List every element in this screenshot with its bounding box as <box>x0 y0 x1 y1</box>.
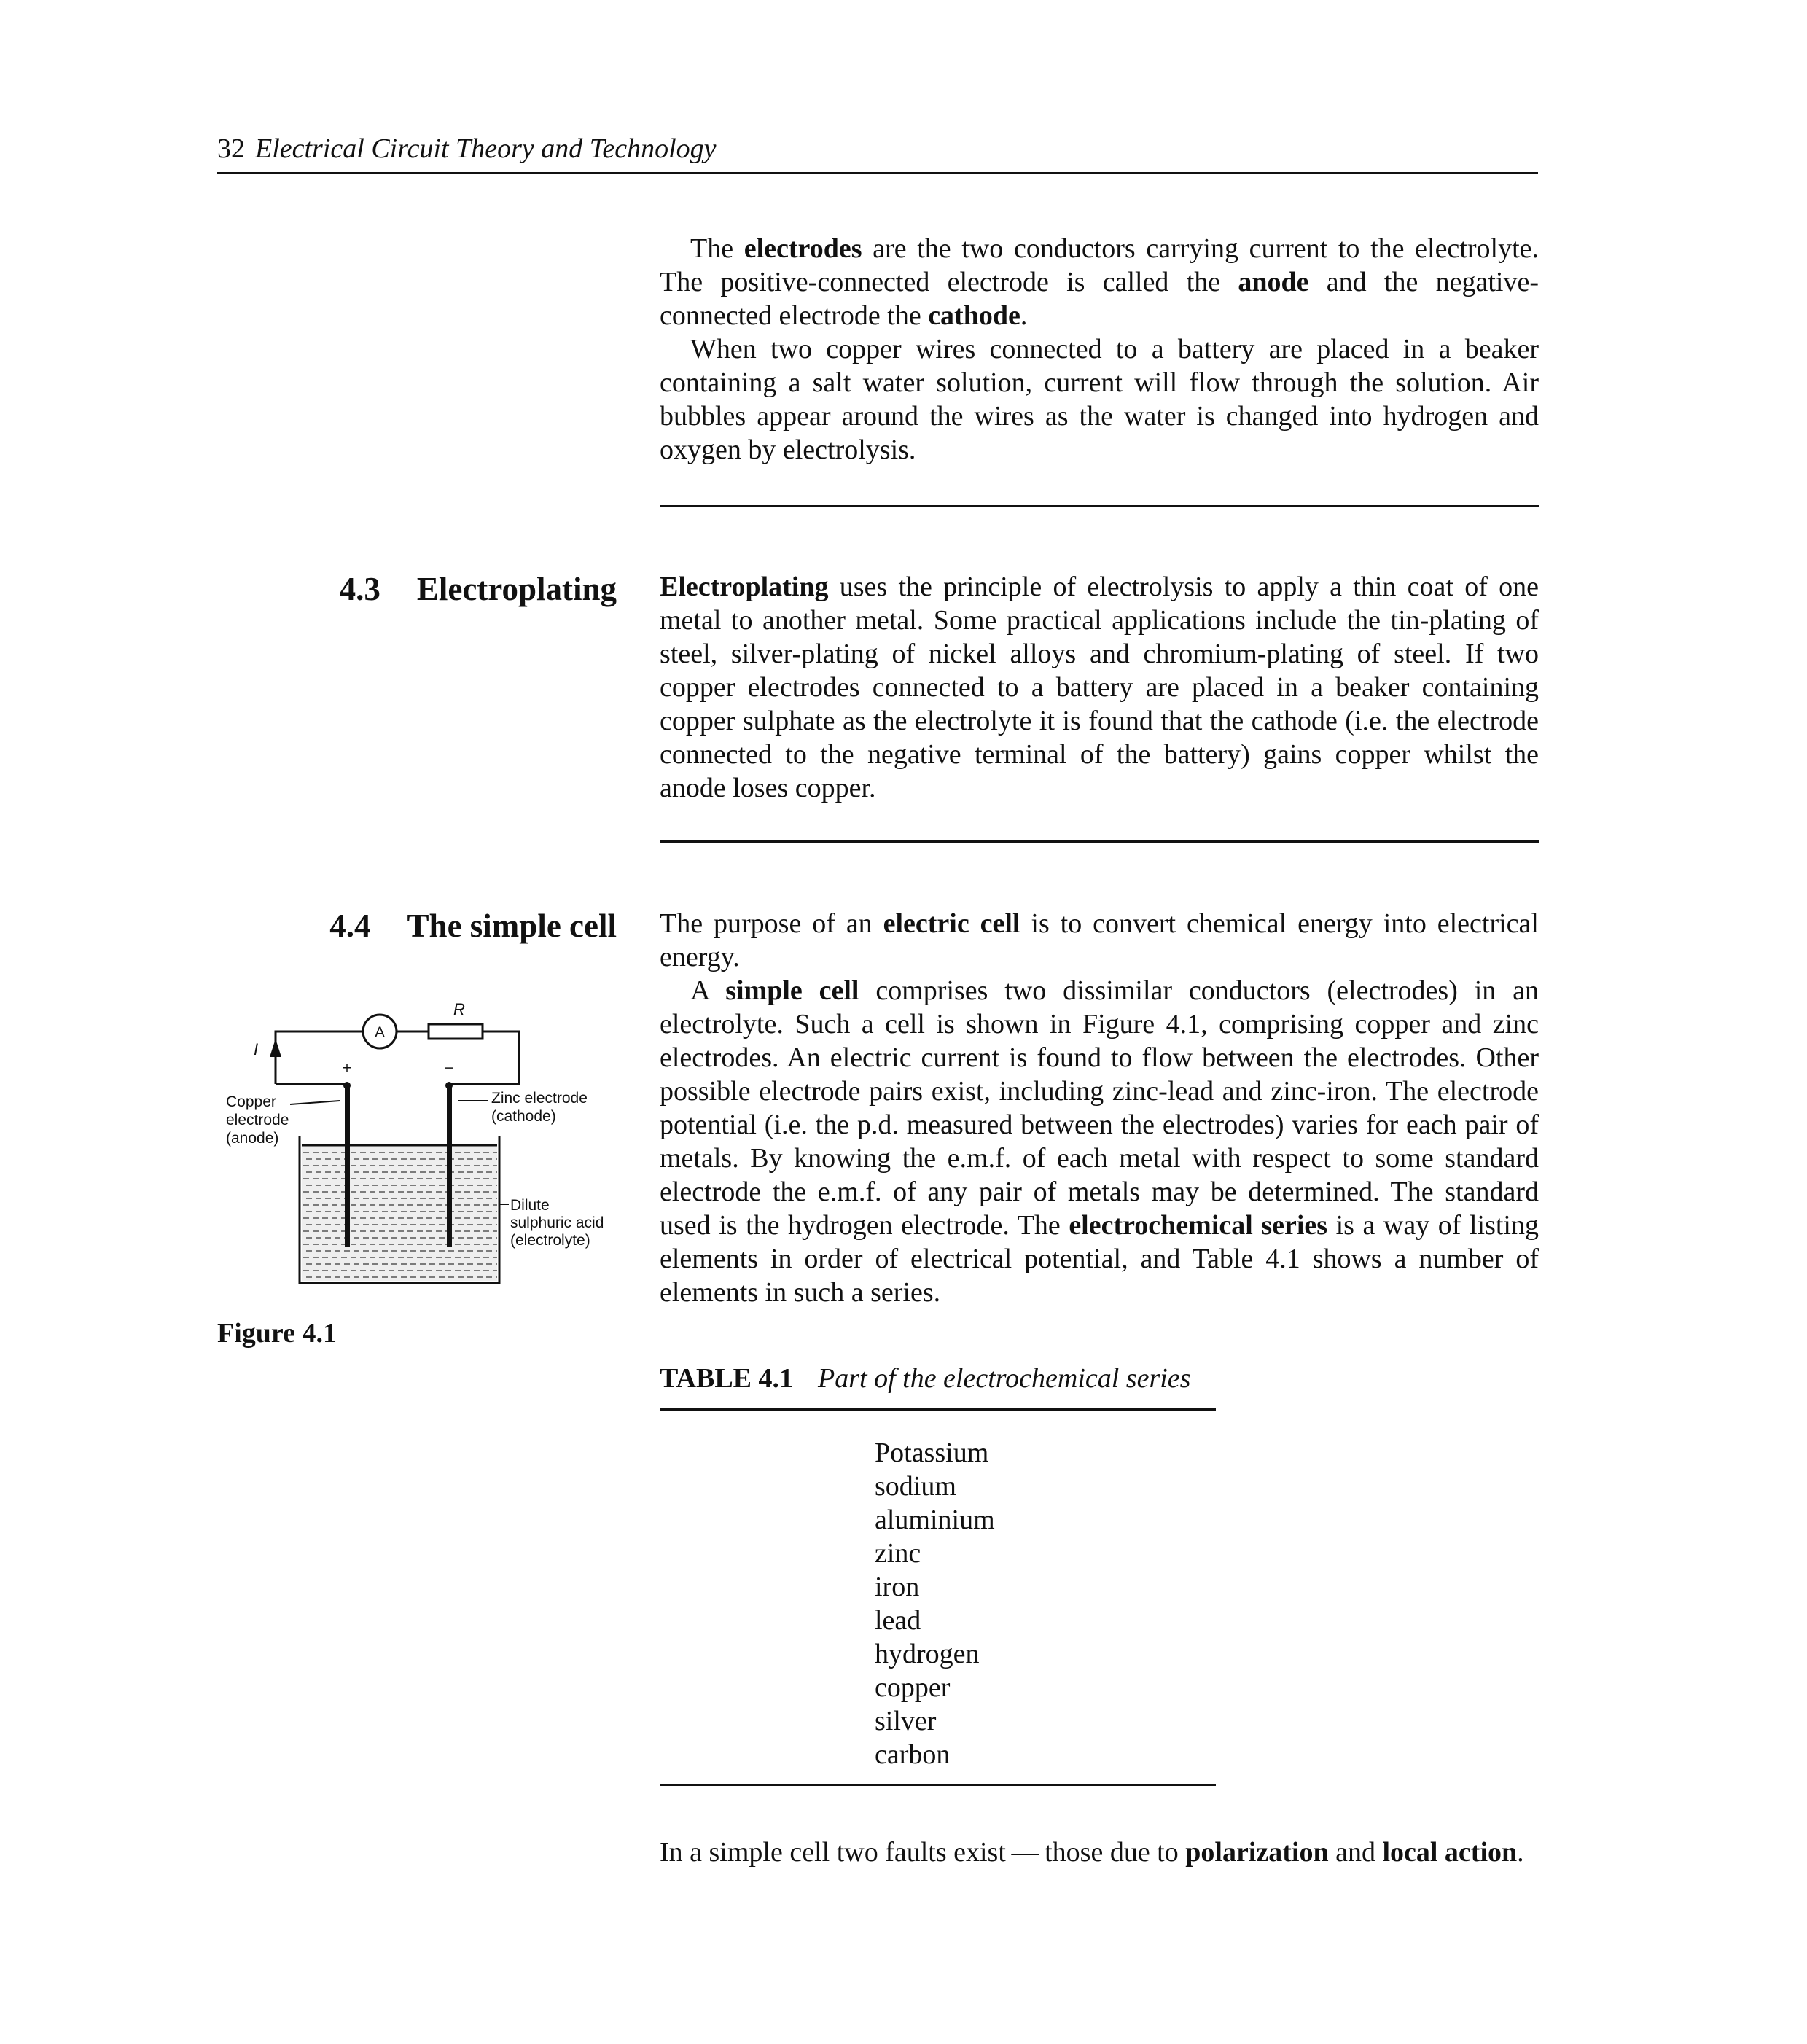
acid-label-line-1: Dilute <box>510 1197 550 1214</box>
simple-cell-text <box>660 907 1539 1309</box>
copper-leader-line <box>290 1101 340 1104</box>
list-item: hydrogen <box>875 1639 980 1669</box>
bold-term: polarization <box>1185 1837 1329 1868</box>
list-item: Potassium <box>875 1438 989 1468</box>
section-heading-4-3 <box>340 569 617 609</box>
resistor-label: R <box>453 1000 465 1018</box>
bold-term: electrodes <box>744 233 862 264</box>
running-header <box>217 128 1538 174</box>
current-arrow-icon <box>270 1039 281 1057</box>
bold-term: local action <box>1382 1837 1518 1868</box>
plus-sign: + <box>342 1060 352 1077</box>
intro-text <box>660 232 1539 467</box>
table-caption <box>660 1361 1190 1396</box>
table-label: TABLE 4.1 <box>660 1363 794 1394</box>
faults-text <box>660 1836 1539 1869</box>
bold-term: Electroplating <box>660 572 829 602</box>
electroplating-paragraph: Electroplating uses the principle of electrolysis to apply a thin coat of one metal to another metal. Some practical applications include the tin-plating of steel, silver-plating of nickel alloys and chromium-plating of steel. If two copper electrodes connected to a battery are placed in a beaker containing copper sulphate as the electrolyte it is found that the cathode (i.e. the electrode connected to the negative terminal of the battery) gains copper whilst the anode loses copper. <box>660 572 1539 803</box>
bold-term: electric cell <box>883 908 1020 939</box>
intro-paragraph-1: The electrodes are the two conductors carrying current to the electrolyte. The positive-connected electrode is called the anode and the negative-connected electrode the cathode. <box>660 233 1539 331</box>
copper-electrode <box>345 1085 350 1247</box>
table-title: Part of the electrochemical series <box>818 1363 1191 1394</box>
bold-term: simple cell <box>725 975 859 1006</box>
copper-label-line-3: (anode) <box>226 1130 279 1147</box>
list-item: carbon <box>875 1739 951 1770</box>
list-item: sodium <box>875 1471 956 1502</box>
list-item: silver <box>875 1706 937 1736</box>
section-title: The simple cell <box>407 908 617 944</box>
list-item: aluminium <box>875 1505 995 1535</box>
section-divider <box>660 840 1539 843</box>
list-item: lead <box>875 1605 921 1636</box>
table-top-rule <box>660 1408 1216 1411</box>
copper-label-line-1: Copper <box>226 1093 276 1110</box>
section-title: Electroplating <box>416 571 617 607</box>
page-number: 32 <box>217 133 245 164</box>
resistor-icon <box>429 1024 483 1039</box>
section-number: 4.3 <box>339 571 380 607</box>
list-item: copper <box>875 1672 951 1703</box>
copper-label-line-2: electrode <box>226 1112 289 1128</box>
ammeter-label: A <box>374 1024 386 1041</box>
figure-caption: Figure 4.1 <box>217 1318 337 1349</box>
section-divider <box>660 505 1539 507</box>
acid-label-line-2: sulphuric acid <box>510 1214 604 1231</box>
anode-lead <box>276 1084 347 1108</box>
zinc-label-line-1: Zinc electrode <box>491 1090 588 1107</box>
simple-cell-paragraph-2: A simple cell comprises two dissimilar conductors (electrodes) in an electrolyte. Such a cell is shown in Figure 4.1, comprising copper and zinc electrodes. An electric current is found to flow between the electrodes. Other possible electrode pairs exist, including zinc-lead and zinc-iron. The electrode potential (i.e. the p.d. measured between the electrodes) varies for each pair of metals. By knowing the e.m.f. of each metal with respect to some standard electrode the e.m.f. of any pair of metals may be determined. The standard used is the hydrogen electrode. The electrochemical series is a way of listing elements in order of electrical potential, and Table 4.1 shows a number of elements in such a series. <box>660 975 1539 1308</box>
zinc-label-line-2: (cathode) <box>491 1108 556 1125</box>
simple-cell-diagram <box>217 995 625 1301</box>
simple-cell-paragraph-1: The purpose of an electric cell is to convert chemical energy into electrical energy. <box>660 908 1539 972</box>
section-number: 4.4 <box>329 908 371 944</box>
intro-paragraph-2: When two copper wires connected to a battery are placed in a beaker containing a salt water solution, current will flow through the solution. Air bubbles appear around the wires as the water is changed into hydrogen and oxygen by electrolysis. <box>660 334 1539 465</box>
bold-term: electrochemical series <box>1069 1210 1328 1241</box>
list-item: zinc <box>875 1538 921 1569</box>
section-heading-4-4 <box>329 905 617 946</box>
minus-sign: − <box>444 1060 454 1077</box>
book-title: Electrical Circuit Theory and Technology <box>255 133 717 164</box>
electrochemical-series-list <box>875 1436 995 1771</box>
acid-label-line-3: (electrolyte) <box>510 1232 590 1249</box>
zinc-electrode <box>447 1085 452 1247</box>
electroplating-text <box>660 570 1539 805</box>
bold-term: cathode <box>928 300 1020 331</box>
bold-term: anode <box>1238 267 1309 297</box>
list-item: iron <box>875 1572 920 1602</box>
current-label: I <box>254 1040 259 1058</box>
faults-paragraph: In a simple cell two faults exist — those due to polarization and local action. <box>660 1837 1524 1868</box>
table-bottom-rule <box>660 1784 1216 1786</box>
